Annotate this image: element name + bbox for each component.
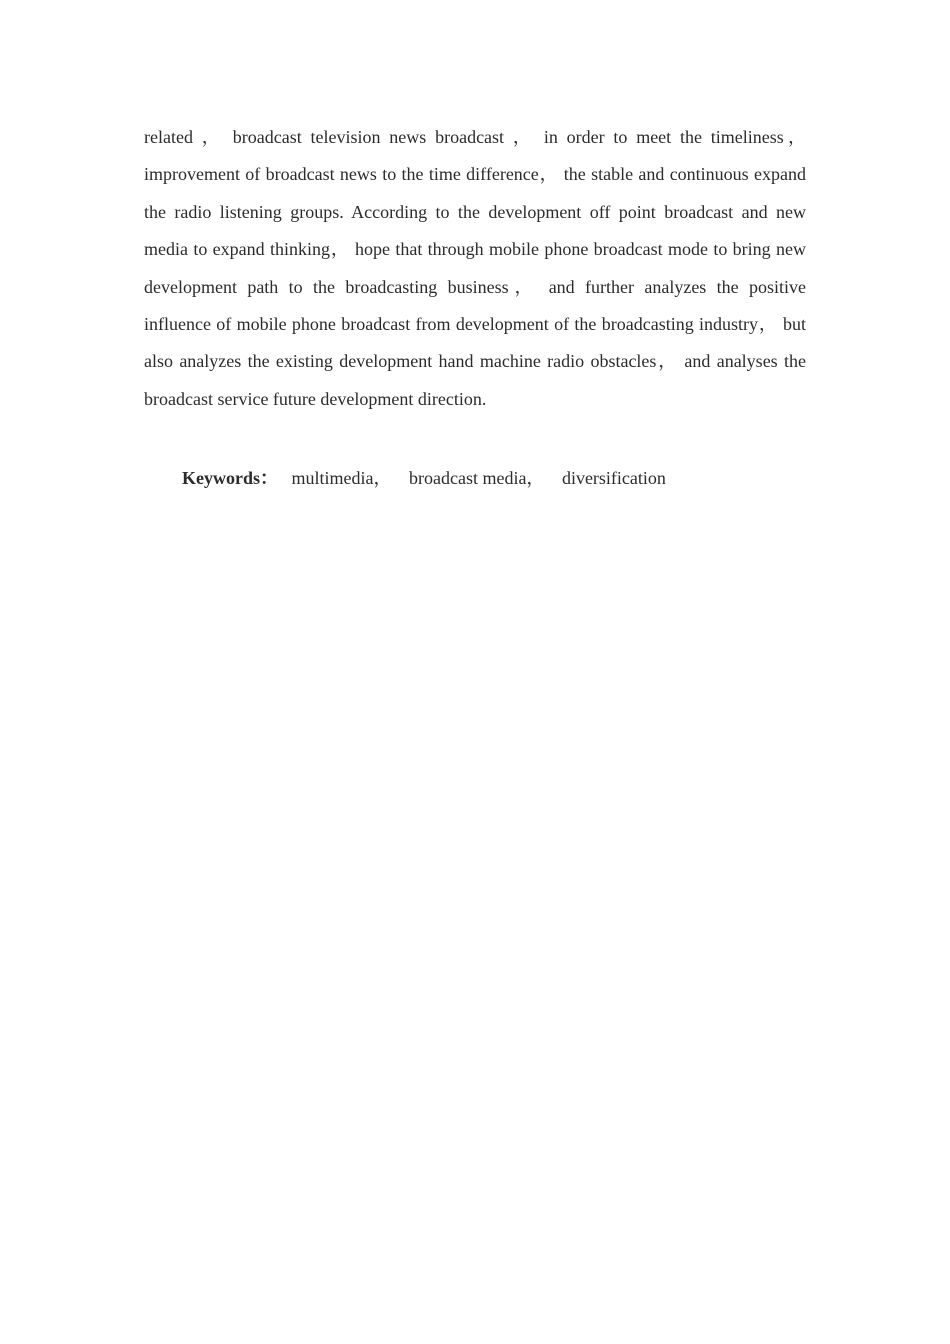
keyword-item: multimedia， [291,468,392,488]
keyword-item: diversification [561,468,666,488]
keywords-label: Keywords： [182,468,278,488]
abstract-paragraph: related ， broadcast television news broadcast ， in order to meet the timeliness，improvement of broadcast news to the time difference， the stable and continuous expand the radio listening groups. According to the development off point broadcast and new media to expand thinking， hope that through mobile phone broadcast mode to bring new development path to the broadcasting business， and further analyzes the positive influence of mobile phone broadcast from development of the broadcasting industry， but also analyzes the existing development hand machine radio obstacles， and analyses the broadcast service future development direction. [144,127,806,409]
keywords-line [182,462,806,494]
keyword-item: broadcast media， [408,468,545,488]
